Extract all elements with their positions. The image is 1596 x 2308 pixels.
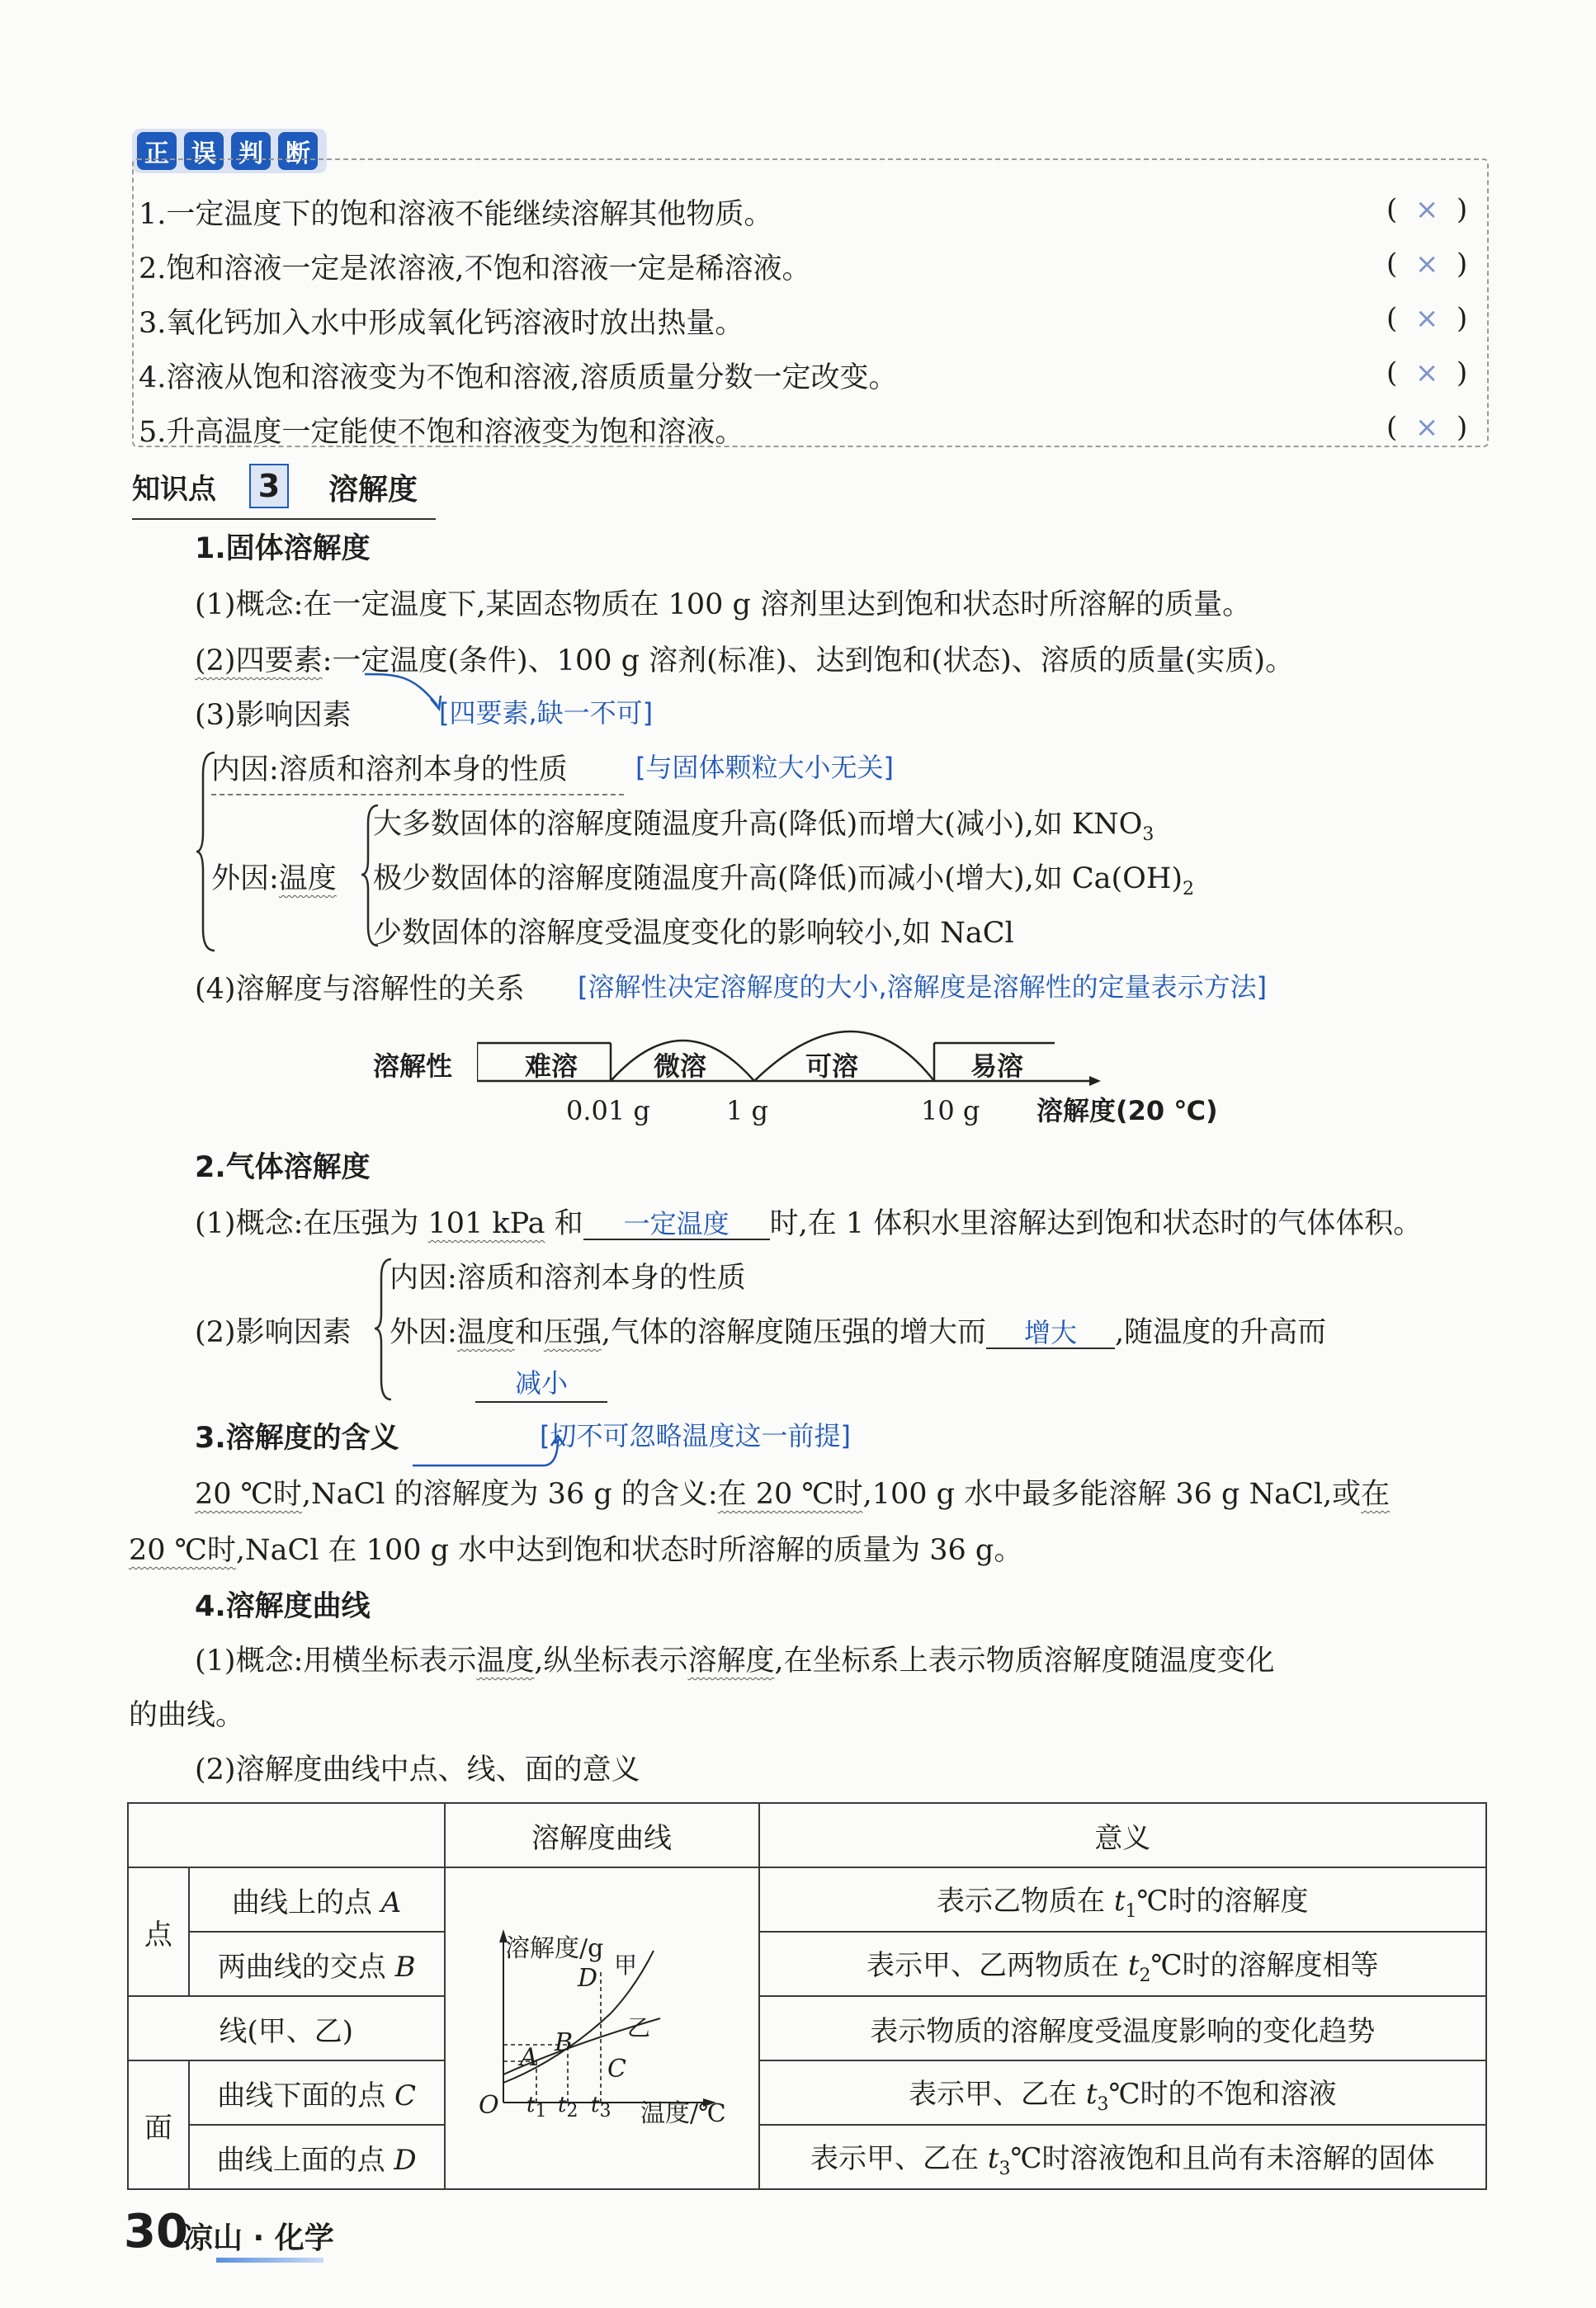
note-meaning: [切不可忽略温度这一前提] [540, 1420, 851, 1451]
judge-item-5: 5.升高温度一定能使不饱和溶液变为饱和溶液。 [139, 416, 744, 449]
graph-ylabel: 溶解度/g [505, 1934, 604, 1963]
table-header-meaning: 意义 [759, 1803, 1486, 1867]
judge-mark-5: × [1414, 411, 1439, 444]
gas-heading: 2.气体溶解度 [195, 1151, 371, 1184]
curve-subheading: (2)溶解度曲线中点、线、面的意义 [195, 1753, 640, 1786]
graph-tick-t3: $t_3$ [591, 2093, 611, 2122]
curve-concept-cont: 的曲线。 [129, 1699, 245, 1732]
table-header-curve: 溶解度曲线 [445, 1803, 759, 1867]
four-elements-label: (2)四要素 [195, 644, 323, 677]
gas-pressure-value: 101 kPa [427, 1207, 545, 1240]
section-underline [132, 518, 436, 520]
graph-tick-t1: $t_1$ [526, 2093, 547, 2122]
scale-tick-2: 1 g [726, 1095, 769, 1126]
solid-factors: (3)影响因素 [195, 699, 352, 732]
solid-heading: 1.固体溶解度 [195, 532, 371, 565]
inner-underline [211, 789, 624, 795]
graph-tick-t2: $t_2$ [558, 2093, 578, 2122]
table-meaning-5: 表示甲、乙在 $t_3℃$时溶液饱和且尚有未溶解的固体 [759, 2125, 1486, 2189]
table-row-point-b: 两曲线的交点 B [189, 1932, 445, 1996]
outer-rule-3: 少数固体的溶解度受温度变化的影响较小,如 NaCl [373, 917, 1014, 950]
curve-heading: 4.溶解度曲线 [195, 1590, 371, 1623]
curve-meaning-table [127, 1802, 1487, 2190]
graph-point-d: D [578, 1964, 598, 1993]
footer-text: 凉山 · 化学 [183, 2221, 334, 2255]
curve-concept: (1)概念:用横坐标表示温度,纵坐标表示溶解度,在坐标系上表示物质溶解度随温度变化 [195, 1645, 1275, 1678]
judge-item-4: 4.溶液从饱和溶液变为不饱和溶液,溶质质量分数一定改变。 [139, 361, 898, 394]
judge-mark-2: × [1414, 248, 1439, 281]
solid-outer-factor: 外因:温度 [211, 862, 337, 895]
table-cell-point: 点 [128, 1867, 189, 1996]
gas-inner-factor: 内因:溶质和溶剂本身的性质 [390, 1262, 746, 1295]
judge-answer-2: ( × ) [1386, 248, 1468, 281]
table-row-point-c: 曲线下面的点 C [189, 2060, 445, 2125]
graph-label-jia: 甲 [614, 1952, 638, 1979]
table-row-line: 线(甲、乙) [128, 1996, 445, 2060]
meaning-heading: 3.溶解度的含义 [195, 1422, 399, 1455]
table-header-empty [128, 1803, 445, 1867]
gas-factors: (2)影响因素 [195, 1316, 352, 1349]
judge-item-2: 2.饱和溶液一定是浓溶液,不饱和溶液一定是稀溶液。 [139, 253, 811, 286]
judge-mark-3: × [1414, 302, 1439, 335]
badge-char-4: 断 [278, 132, 318, 170]
page-number: 30 [124, 2205, 188, 2258]
judge-answer-3: ( × ) [1386, 302, 1468, 335]
graph-xlabel: 温度/℃ [640, 2099, 726, 2128]
graph-label-yi: 乙 [627, 2014, 651, 2041]
outer-rule-1: 大多数固体的溶解度随温度升高(降低)而增大(减小),如 $KNO_3$ [373, 808, 1155, 845]
badge-char-2: 误 [184, 132, 224, 170]
scale-zone-2: 微溶 [654, 1050, 707, 1082]
graph-point-c: C [607, 2055, 626, 2084]
four-elements-text: :一定温度(条件)、100 g 溶剂(标准)、达到饱和(状态)、溶质的质量(实质)。 [322, 644, 1295, 677]
footer-accent-bar [216, 2258, 323, 2263]
judge-mark-4: × [1414, 356, 1439, 389]
gas-outer-factor: 外因:温度和压强,气体的溶解度随压强的增大而 增大 ,随温度的升高而 [390, 1316, 1327, 1349]
note-particle-size: [与固体颗粒大小无关] [635, 752, 894, 783]
judge-item-1: 1.一定温度下的饱和溶液不能继续溶解其他物质。 [139, 198, 773, 231]
judge-answer-4: ( × ) [1386, 356, 1468, 389]
table-row-point-d: 曲线上面的点 D [189, 2125, 445, 2189]
outer-rule-2: 极少数固体的溶解度随温度升高(降低)而减小(增大),如 $Ca(OH)_2$ [373, 862, 1195, 899]
gas-blank-temperature: 一定温度 [623, 1208, 730, 1239]
scale-tick-1: 0.01 g [566, 1095, 650, 1126]
judge-answer-5: ( × ) [1386, 411, 1468, 444]
table-meaning-3: 表示物质的溶解度受温度影响的变化趋势 [759, 1996, 1486, 2060]
badge-char-1: 正 [137, 132, 177, 170]
table-meaning-1: 表示乙物质在 $t_1℃$时的溶解度 [759, 1867, 1486, 1932]
meaning-line-1: 20 ℃时,NaCl 的溶解度为 36 g 的含义:在 20 ℃时,100 g 水中最多能溶解 36 g NaCl,或在 [195, 1478, 1391, 1511]
section-number: 3 [249, 464, 289, 508]
gas-temp-label: 温度 [456, 1316, 515, 1349]
solid-four-elements [195, 644, 1295, 677]
graph-origin: O [479, 2091, 499, 2120]
table-meaning-2: 表示甲、乙两物质在 $t_2℃$时的溶解度相等 [759, 1932, 1486, 1996]
judge-mark-1: × [1414, 193, 1439, 226]
solid-relation: (4)溶解度与溶解性的关系 [195, 973, 525, 1006]
scale-axis-label: 溶解度(20 ℃) [1036, 1095, 1218, 1126]
solid-concept: (1)概念:在一定温度下,某固态物质在 100 g 溶剂里达到饱和状态时所溶解的质量。 [195, 588, 1252, 621]
scale-zone-1: 难溶 [525, 1050, 578, 1082]
section-prefix: 知识点 [132, 473, 216, 506]
scale-zone-3: 可溶 [805, 1050, 859, 1082]
gas-decrease-line [475, 1367, 607, 1403]
gas-blank-increase: 增大 [1023, 1317, 1077, 1348]
gas-blank-decrease: 减小 [514, 1367, 568, 1399]
section-title: 溶解度 [328, 473, 418, 507]
outer-temp-label: 温度 [278, 862, 337, 895]
table-meaning-4: 表示甲、乙在 $t_3℃$时的不饱和溶液 [759, 2060, 1486, 2125]
note-relation: [溶解性决定溶解度的大小,溶解度是溶解性的定量表示方法] [578, 971, 1268, 1003]
scale-tick-3: 10 g [921, 1095, 980, 1126]
judge-item-3: 3.氧化钙加入水中形成氧化钙溶液时放出热量。 [139, 307, 744, 340]
graph-point-a: A [520, 2043, 538, 2072]
note-arrow-four [363, 673, 446, 722]
graph-point-b: B [555, 2028, 574, 2057]
gas-concept: (1)概念:在压强为 101 kPa 和 一定温度 时,在 1 体积水里溶解达到饱和状态时的气体体积。 [195, 1207, 1423, 1240]
judge-answer-1: ( × ) [1386, 193, 1468, 226]
scale-zone-4: 易溶 [970, 1050, 1024, 1082]
scale-label: 溶解性 [373, 1050, 453, 1082]
note-four-elements: [四要素,缺一不可] [439, 697, 654, 729]
badge-char-3: 判 [231, 132, 271, 170]
gas-pressure-label: 压强 [543, 1316, 602, 1349]
table-row-point-a: 曲线上的点 A [189, 1867, 445, 1932]
table-cell-face: 面 [128, 2060, 189, 2189]
meaning-line-2: 20 ℃时,NaCl 在 100 g 水中达到饱和状态时所溶解的质量为 36 g。 [129, 1534, 1023, 1567]
solid-inner-factor: 内因:溶质和溶剂本身的性质 [211, 753, 568, 786]
